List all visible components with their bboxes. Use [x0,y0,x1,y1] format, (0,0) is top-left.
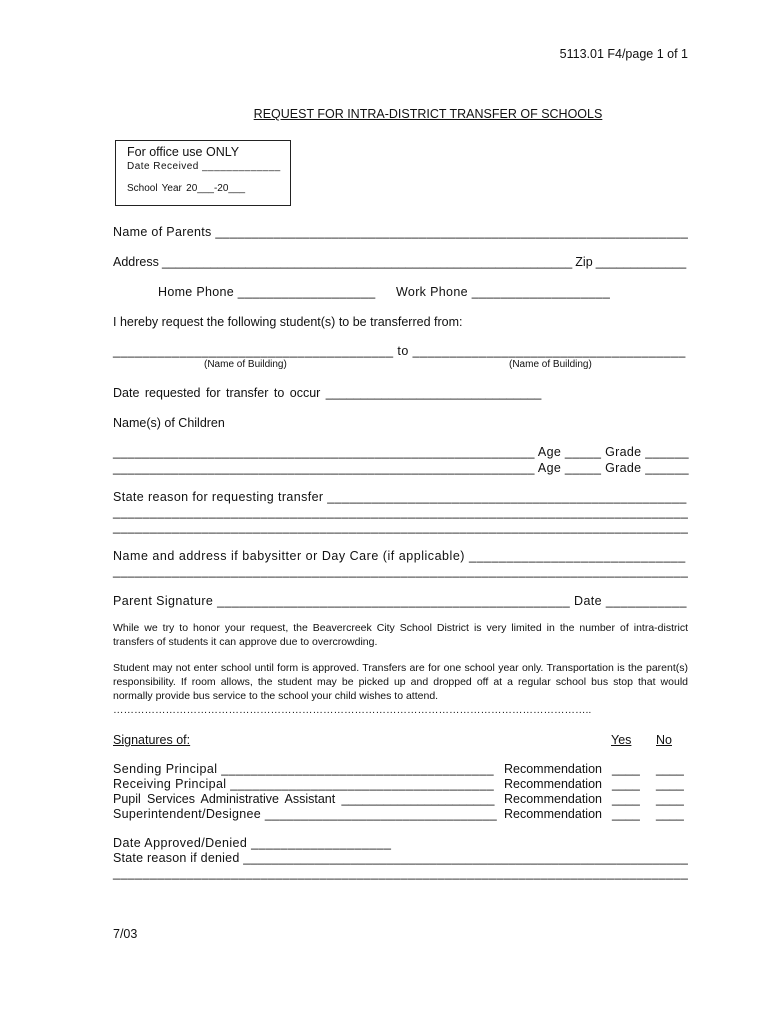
date-requested-field[interactable]: Date requested for transfer to occur _______________________________ [113,386,542,400]
address-field[interactable]: Address ___________________________________________________________ Zip _____________ [113,255,687,269]
recommendation-label: Recommendation [504,807,602,821]
capacity-notice: While we try to honor your request, the Beavercreek City School District is very limited in the number of intra-district transfers of students it can approve due to overcrowding. [113,622,688,648]
revision-date: 7/03 [113,927,138,941]
no-blank[interactable]: ____ [656,762,684,776]
denial-reason-field[interactable]: State reason if denied ______________________________________________________________ [113,851,689,865]
request-statement: I hereby request the following student(s) to be transferred from: [113,315,463,329]
no-blank[interactable]: ____ [656,792,684,806]
yes-blank[interactable]: ____ [612,807,640,821]
yes-blank[interactable]: ____ [612,777,640,791]
to-building-label: (Name of Building) [509,359,592,370]
yes-column-label: Yes [611,733,632,747]
signature-line-sending-principal[interactable]: Sending Principal _____________________________________ [113,762,494,776]
office-use-heading: For office use ONLY [127,145,240,159]
page-reference: 5113.01 F4/page 1 of 1 [559,47,688,61]
recommendation-label: Recommendation [504,792,602,806]
yes-blank[interactable]: ____ [612,762,640,776]
signature-line-superintendent[interactable]: Superintendent/Designee ________________________________ [113,807,498,821]
signature-line-pupil-services[interactable]: Pupil Services Administrative Assistant ______________________ [113,792,495,806]
signatures-heading: Signatures of: [113,733,191,747]
child-row[interactable]: __________________________________________________________ Age _____ Grade ______ [113,461,689,475]
parent-signature-field[interactable]: Parent Signature ________________________________________________ Date ___________ [113,594,687,608]
dotted-divider: ……………………………………………………………………………………………………………………….. [113,704,592,716]
transfer-reason-line[interactable]: ______________________________________________________________________________ [113,520,689,534]
children-heading: Name(s) of Children [113,416,225,430]
building-transfer-field[interactable]: ______________________________________ to _____________________________________ [113,344,686,358]
signature-line-receiving-principal[interactable]: Receiving Principal ____________________________________ [113,777,495,791]
transfer-reason-field[interactable]: State reason for requesting transfer _________________________________________________ [113,490,687,504]
transfer-reason-line[interactable]: ______________________________________________________________________________ [113,505,689,519]
date-approved-field[interactable]: Date Approved/Denied ___________________ [113,836,392,850]
no-blank[interactable]: ____ [656,777,684,791]
form-title: REQUEST FOR INTRA-DISTRICT TRANSFER OF SCHOOLS [253,107,603,121]
child-row[interactable]: __________________________________________________________ Age _____ Grade ______ [113,445,689,459]
recommendation-label: Recommendation [504,777,602,791]
home-phone-field[interactable]: Home Phone ___________________ [158,285,376,299]
denial-reason-line[interactable]: ______________________________________________________________________________ [113,866,689,880]
recommendation-label: Recommendation [504,762,602,776]
parents-name-field[interactable]: Name of Parents _________________________________________________________________ [113,225,689,239]
babysitter-line[interactable]: ______________________________________________________________________________ [113,564,689,578]
babysitter-field[interactable]: Name and address if babysitter or Day Care (if applicable) _____________________________ [113,549,686,563]
work-phone-field[interactable]: Work Phone ___________________ [396,285,611,299]
no-column-label: No [656,733,672,747]
no-blank[interactable]: ____ [656,807,684,821]
yes-blank[interactable]: ____ [612,792,640,806]
date-received-field[interactable]: Date Received _____________ [127,161,281,172]
from-building-label: (Name of Building) [204,359,287,370]
school-year-field[interactable]: School Year 20___-20___ [127,183,246,194]
transfer-rules-notice: Student may not enter school until form is approved. Transfers are for one school year only. Transportation is the parent(s) responsibility. If room allows, the student may be picked up and dropped off at a regular school bus stop that would normally provide bus service to the school your child wishes to attend. [113,662,688,702]
